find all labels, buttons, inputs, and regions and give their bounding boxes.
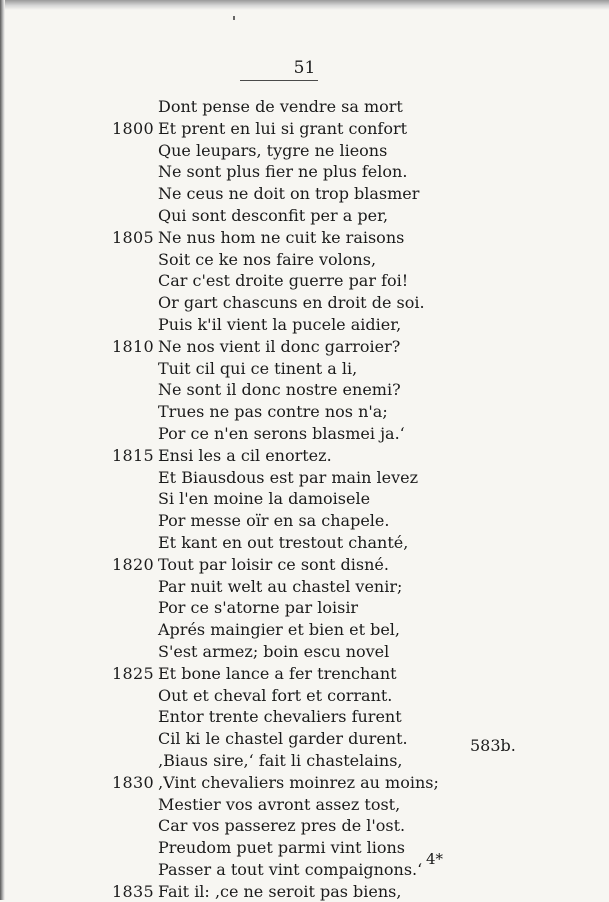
verse-line-text: Aprés maingier et bien et bel, xyxy=(158,620,401,640)
verse-line xyxy=(0,401,609,423)
line-number: 1825 xyxy=(112,663,154,683)
verse-line xyxy=(0,576,609,598)
verse-line xyxy=(0,336,609,358)
verse-line-text: Or gart chascuns en droit de soi. xyxy=(158,293,425,313)
verse-line xyxy=(0,118,609,140)
verse-line-text: Ne sont il donc nostre enemi? xyxy=(158,380,401,400)
line-number: 1805 xyxy=(112,227,154,247)
verse-line-text: ‚Biaus sire,‘ fait li chastelains, xyxy=(158,750,403,770)
verse-line-text: Mestier vos avront assez tost, xyxy=(158,794,401,814)
verse-line xyxy=(0,815,609,837)
verse-line xyxy=(0,794,609,816)
verse-line-text: Tuit cil qui ce tinent a li, xyxy=(158,358,358,378)
verse-line-text: Preudom puet parmi vint lions xyxy=(158,838,406,858)
verse-line-text: Ne sont plus fier ne plus felon. xyxy=(158,162,408,182)
verse-line-text: Passer a tout vint compaignons.‘ xyxy=(158,859,423,879)
verse-line-text: Par nuit welt au chastel venir; xyxy=(158,576,403,596)
verse-line-text: Et prent en lui si grant confort xyxy=(158,118,408,138)
verse-line-text: Por ce n'en serons blasmei ja.‘ xyxy=(158,423,405,443)
verse-line xyxy=(0,750,609,772)
verse-line-text: Qui sont desconfit per a per, xyxy=(158,205,389,225)
verse-line-text: Puis k'il vient la pucele aidier, xyxy=(158,314,402,334)
verse-line xyxy=(0,292,609,314)
verse-line xyxy=(0,641,609,663)
line-number: 1815 xyxy=(112,445,154,465)
verse-line-text: S'est armez; boin escu novel xyxy=(158,641,390,661)
line-number: 1820 xyxy=(112,554,154,574)
verse-line xyxy=(0,161,609,183)
verse-line xyxy=(0,423,609,445)
verse-line xyxy=(0,467,609,489)
verse-line xyxy=(0,859,609,881)
verse-line-text: Ne nus hom ne cuit ke raisons xyxy=(158,227,405,247)
verse-line xyxy=(0,314,609,336)
line-number: 1830 xyxy=(112,772,154,792)
verse-line xyxy=(0,358,609,380)
verse-line xyxy=(0,183,609,205)
verse-line-text: Por ce s'atorne par loisir xyxy=(158,598,359,618)
verse-line-text: Entor trente chevaliers furent xyxy=(158,707,402,727)
verse-line xyxy=(0,554,609,576)
verse-line-text: Si l'en moine la damoisele xyxy=(158,489,371,509)
verse-line-text: Soit ce ke nos faire volons, xyxy=(158,249,377,269)
verse-line xyxy=(0,706,609,728)
verse-line-text: Et bone lance a fer trenchant xyxy=(158,663,397,683)
verse-line xyxy=(0,597,609,619)
marginal-folio-reference: 583b. xyxy=(470,736,516,755)
verse-line-text: Car c'est droite guerre par foi! xyxy=(158,271,409,291)
page-number-rule xyxy=(240,80,318,81)
verse-line-text: Car vos passerez pres de l'ost. xyxy=(158,816,406,836)
verse-text xyxy=(0,96,609,902)
verse-line xyxy=(0,488,609,510)
verse-line xyxy=(0,270,609,292)
line-number: 1810 xyxy=(112,336,154,356)
verse-line-text: Cil ki le chastel garder durent. xyxy=(158,729,408,749)
verse-line-text: Et Biausdous est par main levez xyxy=(158,467,419,487)
verse-line xyxy=(0,532,609,554)
verse-line xyxy=(0,685,609,707)
verse-line xyxy=(0,510,609,532)
verse-line xyxy=(0,445,609,467)
verse-line xyxy=(0,619,609,641)
page-top-edge xyxy=(0,0,609,10)
verse-line xyxy=(0,249,609,271)
verse-line xyxy=(0,772,609,794)
line-number: 1835 xyxy=(112,881,154,901)
ink-speck xyxy=(233,16,235,20)
verse-line-text: Ne nos vient il donc garroier? xyxy=(158,336,401,356)
verse-line-text: ‚Vint chevaliers moinrez au moins; xyxy=(158,772,439,792)
verse-line-text: Fait il: ‚ce ne seroit pas biens, xyxy=(158,881,402,901)
page-number: 51 xyxy=(293,58,316,78)
verse-line xyxy=(0,881,609,902)
verse-line xyxy=(0,379,609,401)
verse-line xyxy=(0,227,609,249)
verse-line xyxy=(0,728,609,750)
signature-mark: 4* xyxy=(426,850,444,868)
verse-line-text: Et kant en out trestout chanté, xyxy=(158,532,409,552)
verse-line-text: Ne ceus ne doit on trop blasmer xyxy=(158,184,420,204)
verse-line-text: Out et cheval fort et corrant. xyxy=(158,685,393,705)
verse-line-text: Que leupars, tygre ne lieons xyxy=(158,140,388,160)
verse-line xyxy=(0,140,609,162)
verse-line-text: Por messe oïr en sa chapele. xyxy=(158,511,390,531)
line-number: 1800 xyxy=(112,118,154,138)
verse-line-text: Trues ne pas contre nos n'a; xyxy=(158,402,388,422)
verse-line-text: Tout par loisir ce sont disné. xyxy=(158,554,389,574)
verse-line-text: Ensi les a cil enortez. xyxy=(158,445,332,465)
verse-line xyxy=(0,96,609,118)
verse-line-text: Dont pense de vendre sa mort xyxy=(158,97,403,116)
verse-line xyxy=(0,205,609,227)
verse-line xyxy=(0,663,609,685)
verse-line xyxy=(0,837,609,859)
